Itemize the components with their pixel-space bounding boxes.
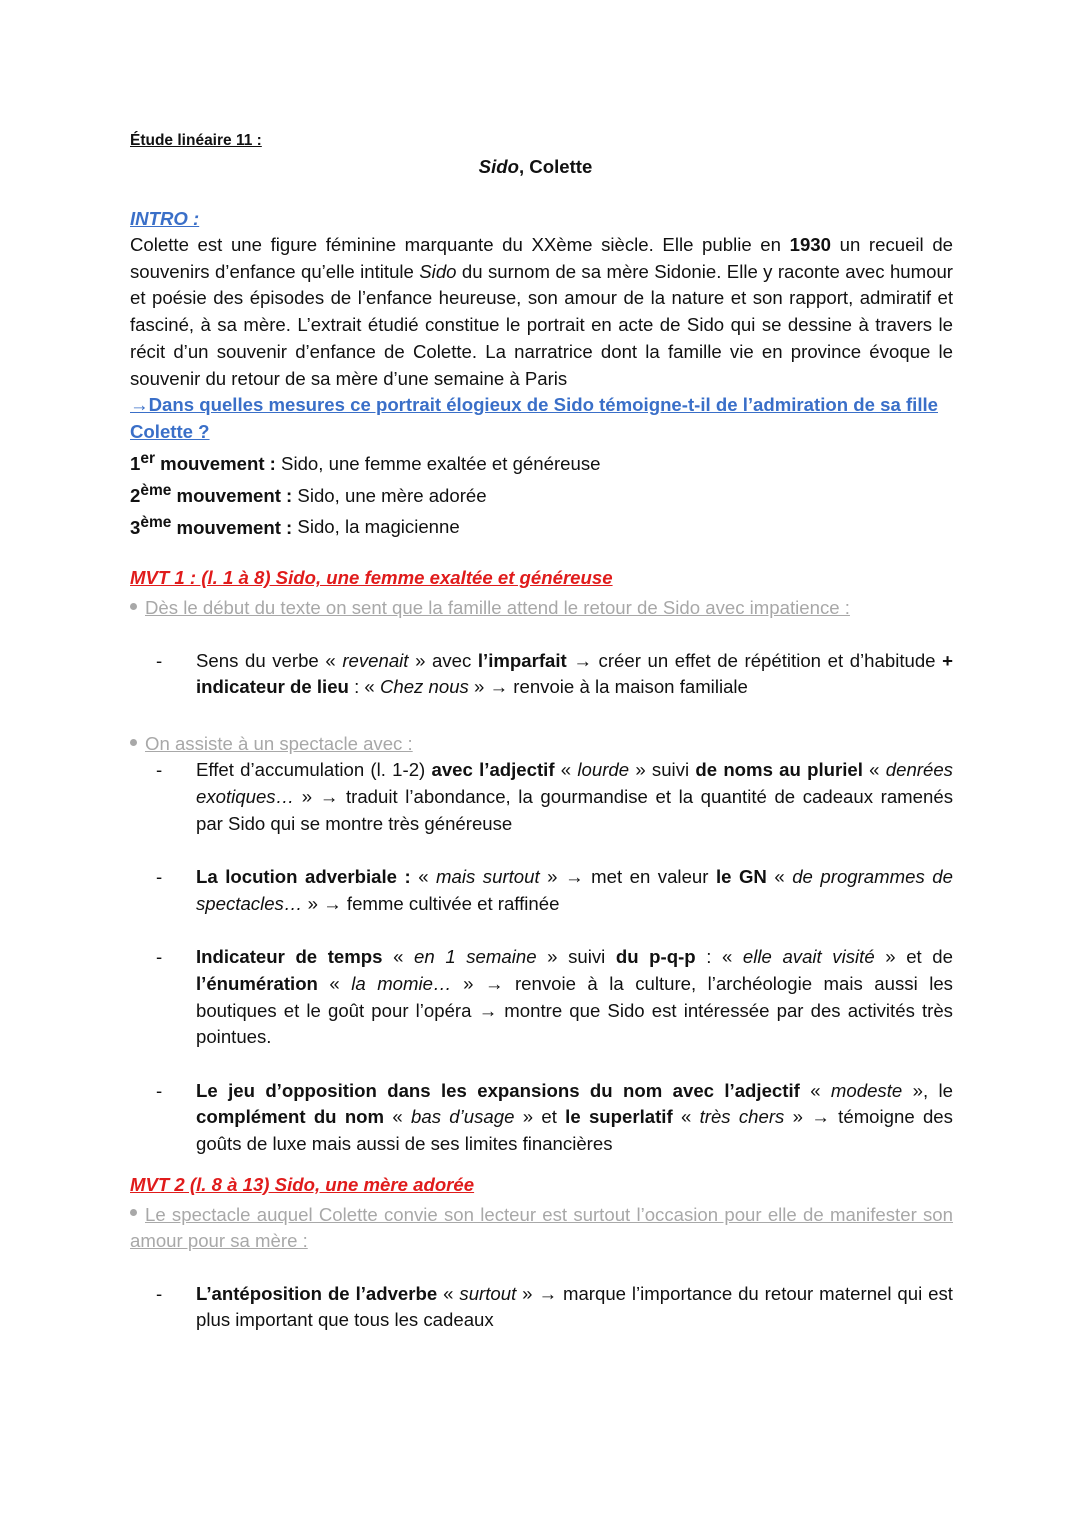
- movement-1: 1er mouvement : Sido, une femme exaltée et généreuse: [130, 449, 601, 474]
- dash-icon: -: [156, 866, 163, 888]
- work-title: Sido: [478, 156, 519, 177]
- intro-paragraph: Colette est une figure féminine marquante du XXème siècle. Elle publie en 1930 un recueil de souvenirs d’enfance qu’elle intitule Sido du surnom de sa mère Sidonie. Elle y raconte avec humour et poésie des épisodes de l’enfance heureuse, son amour de la nature et son rapport, admiratif et fasciné, à sa mère. L’extrait étudié constitue le portrait en acte de Sido qui se dessine à travers le récit d’un souvenir d’enfance de Colette. La narratrice dont la famille vie en province évoque le souvenir du retour de sa mère d’une semaine à Paris: [130, 234, 953, 389]
- bullet-icon: [130, 739, 137, 746]
- mvt1-bullet-1: Dès le début du texte on sent que la famille attend le retour de Sido avec impatience :: [130, 595, 953, 622]
- arrow-icon: →: [489, 676, 509, 698]
- mvt2-bullet-1: Le spectacle auquel Colette convie son lecteur est surtout l’occasion pour elle de manifester son amour pour sa mère :: [130, 1203, 953, 1252]
- document-title: [118, 154, 953, 180]
- dash-icon: -: [156, 759, 163, 781]
- mvt1-item-5: - Le jeu d’opposition dans les expansions du nom avec l’adjectif « modeste », le complément du nom « bas d’usage » et le superlatif « très chers » → témoigne des goûts de luxe mais aussi de ses limites financières: [156, 1079, 953, 1155]
- bullet-icon: [130, 603, 137, 610]
- movement-3: 3ème mouvement : Sido, la magicienne: [130, 513, 460, 538]
- arrow-icon: →: [565, 866, 584, 888]
- document-body: [130, 130, 953, 1334]
- arrow-icon: →: [478, 999, 498, 1021]
- mvt2-heading: MVT 2 (l. 8 à 13) Sido, une mère adorée: [130, 1173, 475, 1195]
- dash-icon: -: [156, 649, 163, 671]
- author-name: , Colette: [518, 156, 593, 177]
- intro-heading: INTRO :: [130, 208, 200, 229]
- mvt1-bullet-2: On assiste à un spectacle avec :: [130, 731, 953, 758]
- mvt2-item-1: - L’antéposition de l’adverbe « surtout » → marque l’importance du retour maternel qui est plus important que tous les cadeaux: [156, 1282, 953, 1331]
- mvt1-item-1: - Sens du verbe « revenait » avec l’imparfait → créer un effet de répétition et d’habitude + indicateur de lieu : « Chez nous » → renvoie à la maison familiale: [156, 649, 953, 698]
- study-label: Étude linéaire 11 :: [130, 132, 262, 149]
- dash-icon: -: [156, 1282, 163, 1304]
- dash-icon: -: [156, 946, 163, 968]
- arrow-icon: →: [323, 892, 342, 914]
- movement-2: 2ème mouvement : Sido, une mère adorée: [130, 481, 487, 506]
- mvt1-item-2: - Effet d’accumulation (l. 1-2) avec l’adjectif « lourde » suivi de noms au pluriel « denrées exotiques… » → traduit l’abondance, la gourmandise et la quantité de cadeaux ramenés par Sido qui se montre très généreuse: [156, 759, 953, 834]
- arrow-icon: →: [573, 649, 592, 671]
- arrow-icon: →: [484, 973, 504, 995]
- problematique: →Dans quelles mesures ce portrait élogieux de Sido témoigne-t-il de l’admiration de sa fille Colette ?: [130, 394, 938, 442]
- arrow-icon: →: [811, 1106, 830, 1128]
- mvt1-item-4: - Indicateur de temps « en 1 semaine » suivi du p-q-p : « elle avait visité » et de l’énumération « la momie… » → renvoie à la culture, l’archéologie mais aussi les boutiques et le goût pour l’opéra → montre que Sido est intéressée par des activités très pointues.: [156, 946, 953, 1048]
- mvt1-heading: MVT 1 : (l. 1 à 8) Sido, une femme exaltée et généreuse: [130, 567, 613, 589]
- arrow-icon: →: [538, 1282, 558, 1304]
- arrow-icon: →: [319, 786, 339, 808]
- mvt1-item-3: - La locution adverbiale : « mais surtout » → met en valeur le GN « de programmes de spectacles… » → femme cultivée et raffinée: [156, 866, 953, 914]
- bullet-icon: [130, 1209, 137, 1216]
- dash-icon: -: [156, 1079, 163, 1101]
